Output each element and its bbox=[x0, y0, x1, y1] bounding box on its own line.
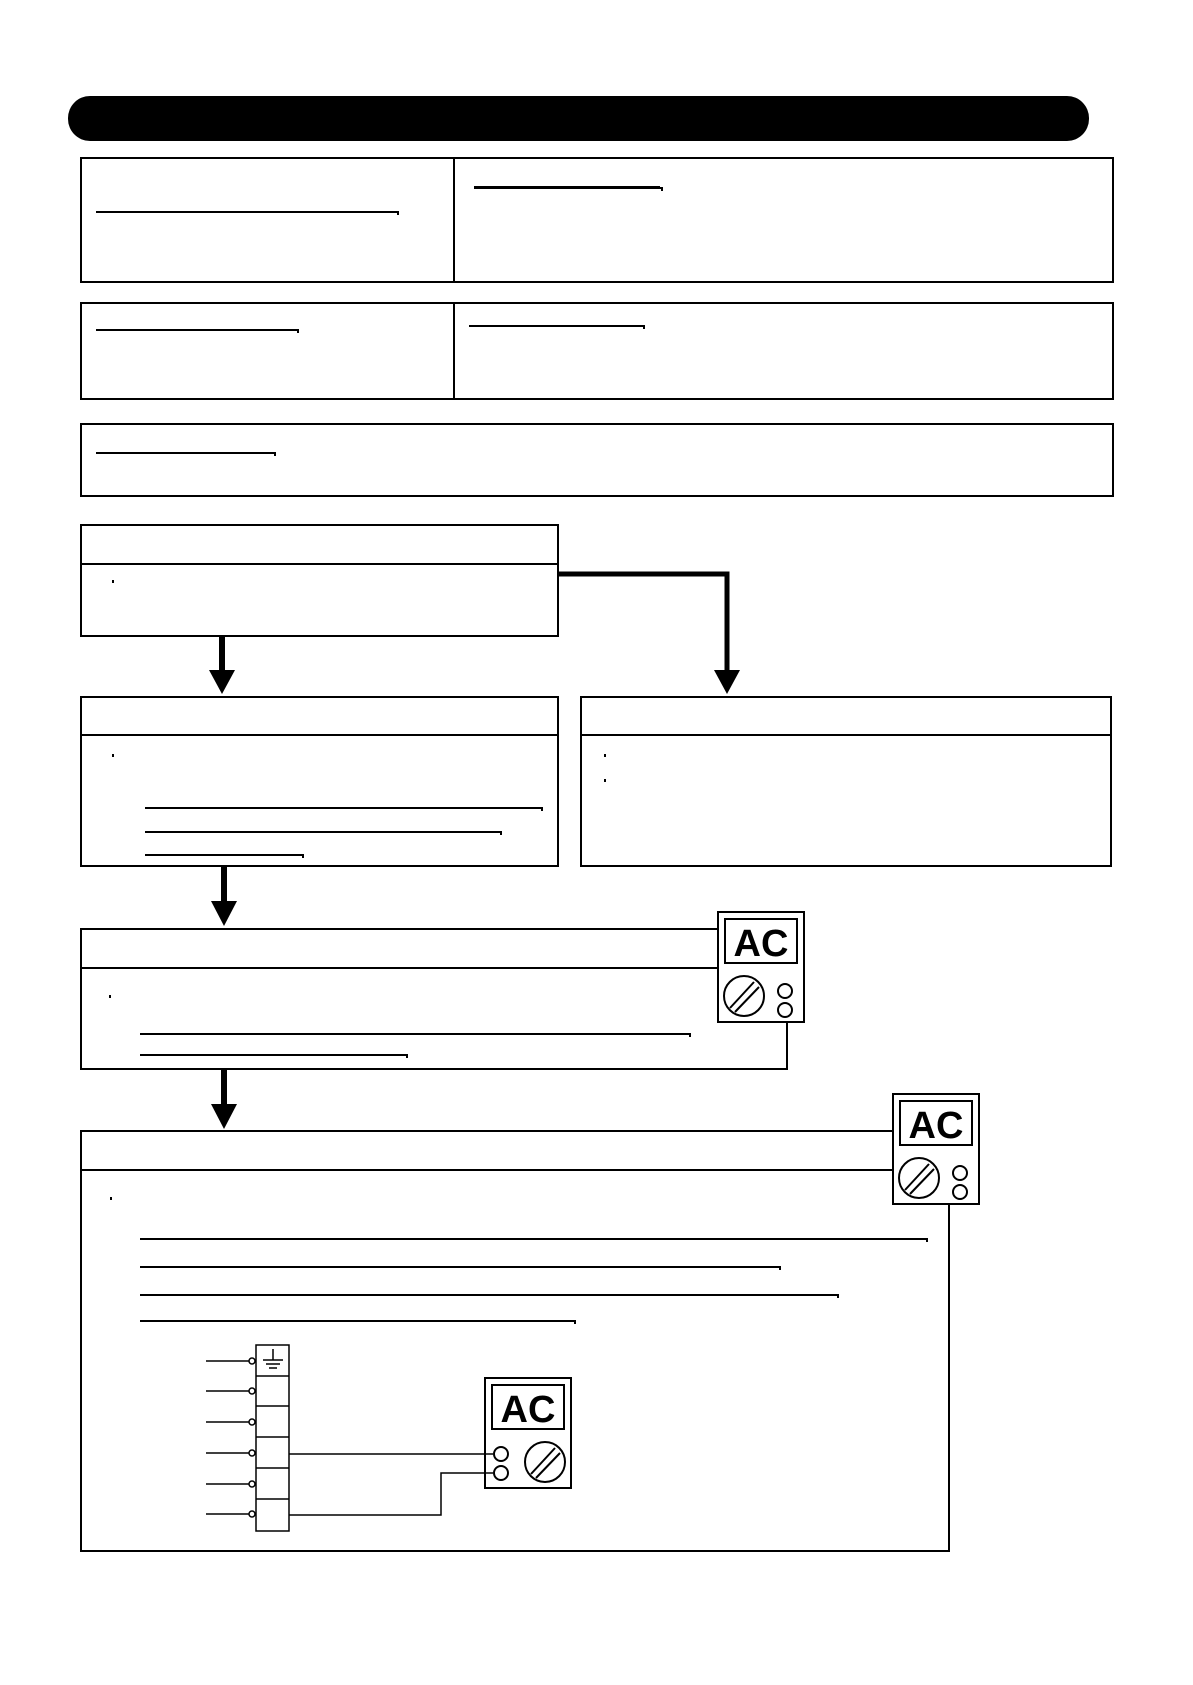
arrow-down-icon bbox=[211, 901, 237, 926]
meter-label: AC bbox=[908, 1105, 964, 1147]
multimeter-icon bbox=[485, 1378, 571, 1488]
meter-label: AC bbox=[733, 923, 789, 965]
branch-connector bbox=[559, 574, 727, 672]
meter-label: AC bbox=[500, 1389, 556, 1431]
arrow-down-icon bbox=[209, 670, 235, 694]
terminal-block bbox=[206, 1345, 289, 1531]
multimeter-icon bbox=[893, 1094, 979, 1204]
arrow-down-icon bbox=[714, 670, 740, 694]
arrow-down-icon bbox=[211, 1104, 237, 1129]
multimeter-icon bbox=[718, 912, 804, 1022]
test-lead-2 bbox=[289, 1473, 493, 1515]
